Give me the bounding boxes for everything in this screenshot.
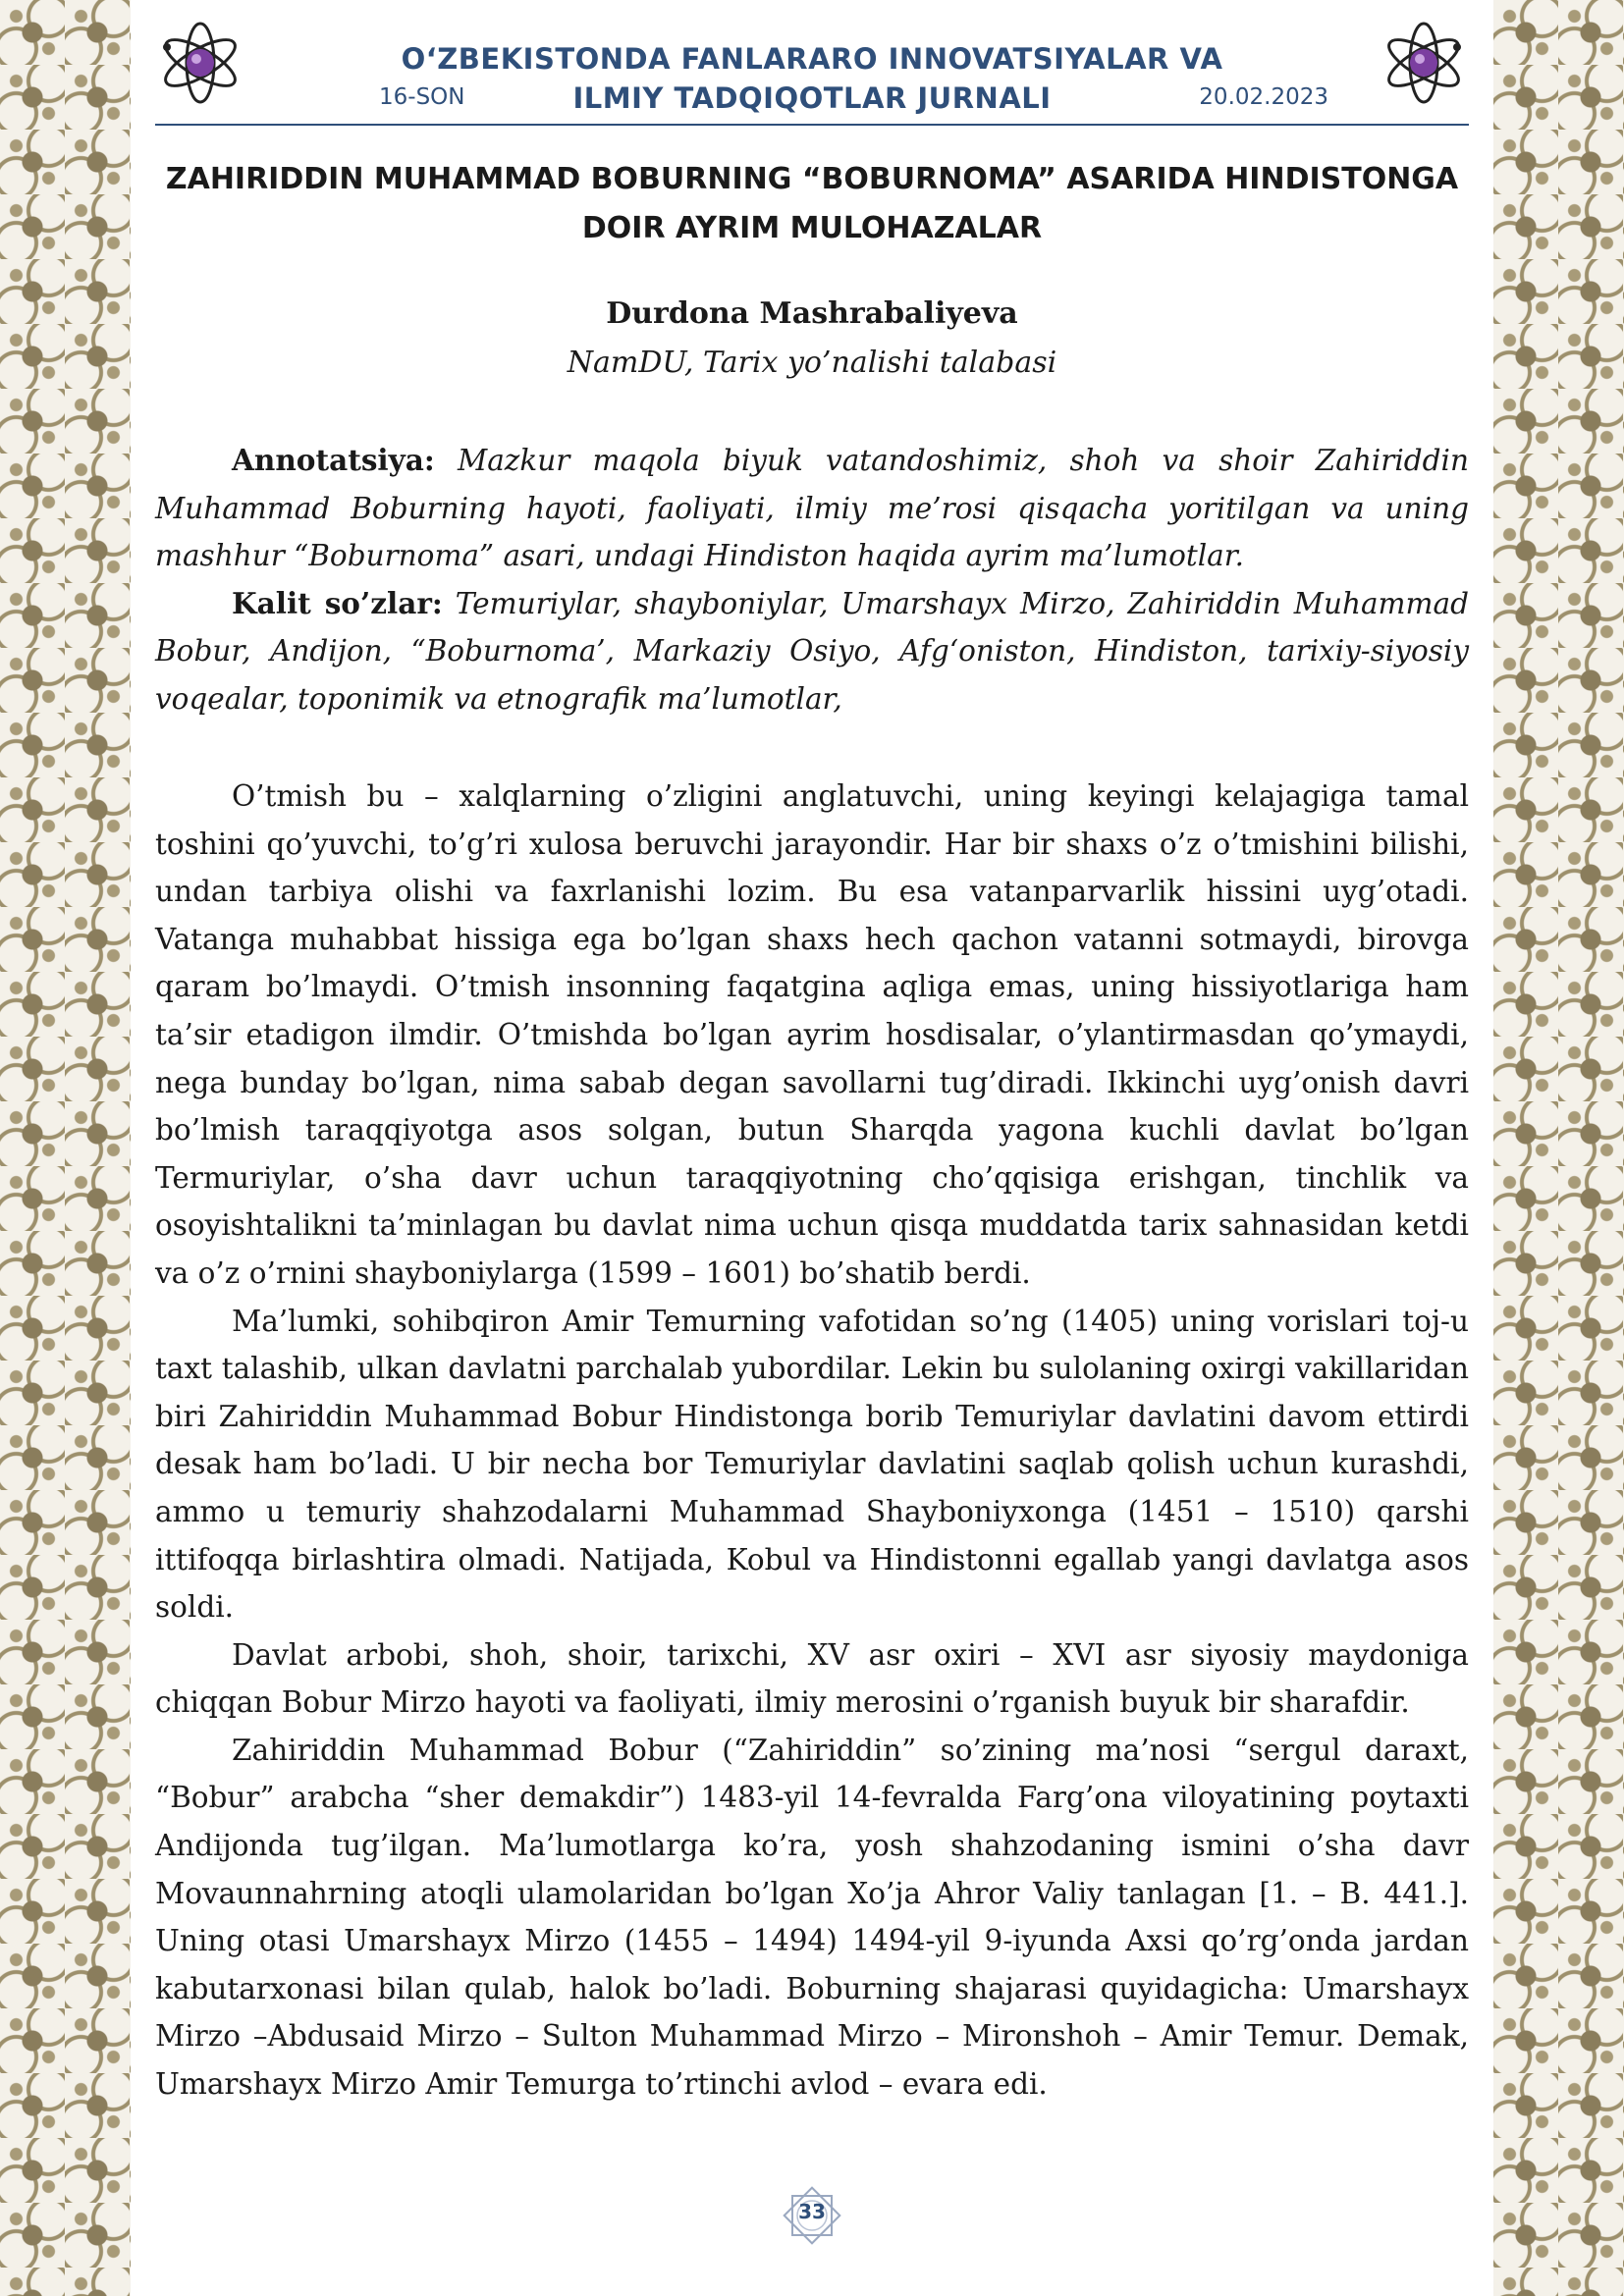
journal-title-line1: O‘ZBEKISTONDA FANLARARO INNOVATSIYALAR VA (401, 42, 1223, 76)
journal-title-line2: ILMIY TADQIQOTLAR JURNALI (572, 81, 1052, 115)
header-divider (155, 124, 1469, 126)
body-paragraph: Davlat arbobi, shoh, shoir, tarixchi, XV asr oxiri – XVI asr siyosiy maydoniga chiqqan Bobur Mirzo hayoti va faoliyati, ilmiy merosini o’rganish buyuk bir sharafdir. (155, 1637, 1469, 1720)
author-affiliation: NamDU, Tarix yo’nalishi talabasi (567, 346, 1057, 380)
page (131, 0, 1493, 2296)
body-paragraph: Ma’lumki, sohibqiron Amir Temurning vafotidan so’ng (1405) uning vorislari toj-u taxt talashib, ulkan davlatni parchalab yubordilar. Lekin bu sulolaning oxirgi vakillaridan biri Zahiriddin Muhammad Bobur Hindistonga borib Temuriylar davlatini davom ettirdi desak ham bo’ladi. U bir necha bor Temuriylar davlatini saqlab qolish uchun kurashdi, ammo u temuriy shahzodalarni Muhammad Shayboniyxonga (1451 – 1510) qarshi ittifoqqa birlashtira olmadi. Natijada, Kobul va Hindistonni egallab yangi davlatga asos soldi. (155, 1304, 1469, 1625)
article-body (155, 773, 1469, 2109)
page-number: 33 (798, 2200, 826, 2223)
issue-number: 16-SON (379, 84, 465, 110)
abstract-text: Mazkur maqola biyuk vatandoshimiz, shoh va shoir Zahiriddin Muhammad Boburning hayoti, faoliyati, ilmiy me’rosi qisqacha yoritilgan va uning mashhur “Boburnoma” asari, undagi Hindiston haqida ayrim ma’lumotlar. (155, 444, 1469, 573)
keywords (155, 580, 1469, 723)
author-name: Durdona Mashrabaliyeva (606, 296, 1018, 331)
body-paragraph: Zahiriddin Muhammad Bobur (“Zahiriddin” so’zining ma’nosi “sergul daraxt, “Bobur” arabcha “sher demakdir”) 1483-yil 14-fevralda Farg’ona viloyatining poytaxti Andijonda tug’ilgan. Ma’lumotlarga ko’ra, yosh shahzodaning ismini o’sha davr Movaunnahrning atoqli ulamolaridan bo’lgan Xo’ja Ahror Valiy tanlagan [1. – B. 441.]. Uning otasi Umarshayx Mirzo (1455 – 1494) 1494-yil 9-iyunda Axsi qo’rg’onda jardan kabutarxonasi bilan qulab, halok bo’ladi. Boburning shajarasi quyidagicha: Umarshayx Mirzo –Abdusaid Mirzo – Sulton Muhammad Mirzo – Mironshoh – Amir Temur. Demak, Umarshayx Mirzo Amir Temurga to’rtinchi avlod – evara edi. (155, 1733, 1469, 2102)
body-paragraph: O’tmish bu – xalqlarning o’zligini anglatuvchi, uning keyingi kelajagiga tamal toshini qo’yuvchi, to’g’ri xulosa beruvchi jarayondir. Har bir shaxs o’z o’tmishini bilishi, undan tarbiya olishi va faxrlanishi lozim. Bu esa vatanparvarlik hissini uyg’otadi. Vatanga muhabbat hissiga ega bo’lgan shaxs hech qachon vatanni sotmaydi, birovga qaram bo’lmaydi. O’tmish insonning faqatgina aqliga emas, uning hissiyotlariga ham ta’sir etadigon ilmdir. O’tmishda bo’lgan ayrim hosdisalar, o’ylantirmasdan qo’ymaydi, nega bunday bo’lgan, nima sabab degan savollarni tug’diradi. Ikkinchi uyg’onish davri bo’lmish taraqqiyotga asos solgan, butun Sharqda yagona kuchli davlat bo’lgan Termuriylar, o’sha davr uchun taraqqiyotning cho’qqisiga erishgan, tinchlik va osoyishtalikni ta’minlagan bu davlat nima uchun qisqa muddatda tarix sahnasidan ketdi va o’z o’rnini shayboniylarga (1599 – 1601) bo’shatib berdi. (155, 779, 1469, 1290)
issue-date: 20.02.2023 (1199, 84, 1328, 110)
abstract-label: Annotatsiya: (232, 443, 435, 477)
keywords-label: Kalit so’zlar: (232, 585, 443, 620)
abstract-section (155, 437, 1469, 723)
article-title: ZAHIRIDDIN MUHAMMAD BOBURNING “BOBURNOMA” ASARIDA HINDISTONGA DOIR AYRIM MULOHAZALAR (165, 162, 1459, 245)
abstract (155, 437, 1469, 580)
ornamental-border-left (0, 0, 131, 2296)
ornamental-border-right (1493, 0, 1624, 2296)
keywords-text: Temuriylar, shayboniylar, Umarshayx Mirzo, Zahiriddin Muhammad Bobur, Andijon, “Boburnoma’, Markaziy Osiyo, Afg‘oniston, Hindiston, tarixiy-siyosiy voqealar, toponimik va etnografik ma’lumotlar, (155, 586, 1469, 716)
